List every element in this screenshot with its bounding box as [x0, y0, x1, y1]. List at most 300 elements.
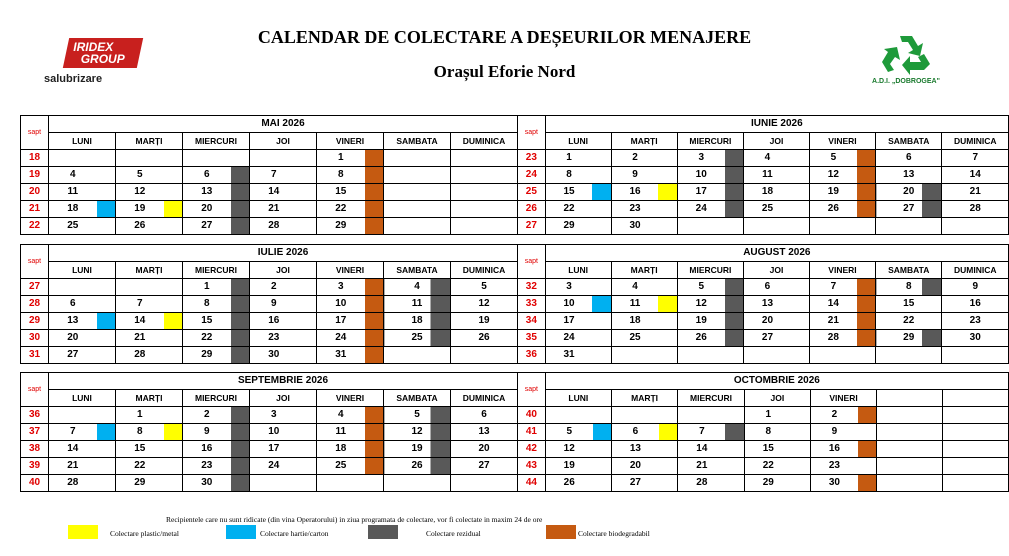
day-cell: 23 — [183, 458, 231, 475]
week-row — [518, 218, 1009, 235]
week-row — [518, 279, 1009, 296]
collection-marker-empty — [791, 218, 810, 235]
day-cell — [545, 407, 592, 424]
collection-marker-empty — [164, 167, 183, 184]
day-name-header: DUMINICA — [942, 262, 1009, 279]
collection-marker-brown — [857, 330, 876, 347]
week-number: 39 — [21, 458, 49, 475]
collection-marker-empty — [298, 458, 317, 475]
day-name-header: VINERI — [809, 262, 875, 279]
collection-marker-yellow — [659, 424, 678, 441]
day-cell: 2 — [611, 150, 658, 167]
day-cell: 29 — [744, 475, 791, 492]
day-cell — [183, 150, 231, 167]
day-name-header: DUMINICA — [451, 262, 518, 279]
collection-marker-gray — [231, 184, 250, 201]
day-cell — [384, 184, 451, 201]
week-number: 40 — [21, 475, 49, 492]
day-cell — [943, 441, 1009, 458]
collection-marker-empty — [658, 167, 677, 184]
collection-marker-brown — [365, 279, 384, 296]
collection-marker-empty — [97, 279, 116, 296]
week-row — [518, 441, 1009, 458]
week-number: 36 — [21, 407, 49, 424]
day-cell: 5 — [116, 167, 164, 184]
day-cell: 3 — [250, 407, 298, 424]
collection-marker-empty — [791, 330, 810, 347]
day-cell: 8 — [744, 424, 791, 441]
month-title: IULIE 2026 — [49, 245, 518, 262]
day-cell: 29 — [317, 218, 365, 235]
week-row — [21, 184, 518, 201]
day-cell: 5 — [809, 150, 856, 167]
day-cell: 22 — [744, 458, 791, 475]
day-cell: 16 — [250, 313, 298, 330]
day-name-header: JOI — [744, 133, 810, 150]
collection-marker-gray — [231, 167, 250, 184]
week-row — [21, 167, 518, 184]
day-cell: 22 — [545, 201, 592, 218]
legend-label: Colectare biodegradabil — [578, 529, 650, 538]
collection-marker-empty — [791, 167, 810, 184]
collection-marker-gray — [231, 441, 250, 458]
week-number: 36 — [518, 347, 546, 364]
day-name-header: MARȚI — [116, 133, 183, 150]
week-row — [518, 347, 1009, 364]
day-cell — [116, 279, 164, 296]
day-cell: 14 — [49, 441, 97, 458]
week-row — [21, 407, 518, 424]
day-cell: 2 — [183, 407, 231, 424]
collection-marker-empty — [164, 330, 183, 347]
collection-marker-empty — [593, 475, 612, 492]
day-cell: 17 — [317, 313, 365, 330]
day-cell — [384, 150, 451, 167]
collection-marker-empty — [658, 279, 677, 296]
collection-marker-empty — [791, 279, 810, 296]
day-cell — [451, 347, 518, 364]
day-cell: 27 — [611, 475, 659, 492]
day-cell — [116, 150, 164, 167]
collection-marker-gray — [231, 279, 250, 296]
day-name-header: VINERI — [317, 390, 384, 407]
collection-marker-empty — [164, 347, 183, 364]
day-cell — [877, 475, 943, 492]
collection-marker-gray — [725, 184, 744, 201]
week-number: 29 — [21, 313, 49, 330]
day-cell: 14 — [116, 313, 164, 330]
day-cell: 23 — [250, 330, 298, 347]
week-header: sapt — [518, 245, 546, 279]
collection-marker-empty — [592, 167, 611, 184]
week-row — [518, 330, 1009, 347]
collection-marker-empty — [298, 407, 317, 424]
day-cell: 4 — [317, 407, 365, 424]
collection-marker-empty — [858, 458, 877, 475]
day-cell: 12 — [677, 296, 725, 313]
day-cell: 26 — [809, 201, 856, 218]
day-cell: 4 — [744, 150, 791, 167]
week-row — [518, 424, 1009, 441]
collection-marker-empty — [97, 330, 116, 347]
collection-marker-empty — [658, 330, 677, 347]
collection-marker-empty — [298, 313, 317, 330]
collection-marker-empty — [164, 150, 183, 167]
collection-marker-brown — [858, 475, 877, 492]
collection-marker-gray — [231, 458, 250, 475]
day-cell: 7 — [116, 296, 164, 313]
week-row — [21, 330, 518, 347]
collection-marker-empty — [792, 424, 811, 441]
collection-marker-empty — [97, 407, 116, 424]
day-cell: 19 — [384, 441, 451, 458]
collection-marker-empty — [858, 424, 877, 441]
day-cell: 28 — [49, 475, 97, 492]
collection-marker-blue — [97, 424, 116, 441]
day-cell: 31 — [545, 347, 592, 364]
collection-marker-brown — [857, 201, 876, 218]
week-number: 32 — [518, 279, 546, 296]
day-cell — [451, 167, 518, 184]
collection-marker-empty — [298, 424, 317, 441]
day-name-header: LUNI — [49, 262, 116, 279]
day-cell: 11 — [317, 424, 365, 441]
collection-marker-brown — [365, 424, 384, 441]
collection-marker-brown — [365, 441, 384, 458]
day-cell: 14 — [809, 296, 856, 313]
collection-marker-empty — [593, 441, 612, 458]
day-cell: 13 — [744, 296, 791, 313]
collection-marker-empty — [97, 218, 116, 235]
week-number: 22 — [21, 218, 49, 235]
collection-marker-empty — [792, 441, 811, 458]
collection-marker-empty — [97, 347, 116, 364]
collection-marker-empty — [298, 279, 317, 296]
collection-marker-empty — [791, 184, 810, 201]
collection-marker-yellow — [658, 184, 677, 201]
day-name-header: LUNI — [49, 390, 116, 407]
collection-marker-empty — [365, 475, 384, 492]
week-row — [518, 150, 1009, 167]
week-row — [21, 475, 518, 492]
legend-label: Colectare plastic/metal — [110, 529, 179, 538]
collection-marker-empty — [97, 296, 116, 313]
collection-marker-empty — [592, 347, 611, 364]
day-cell: 30 — [250, 347, 298, 364]
day-cell — [451, 150, 518, 167]
day-cell: 2 — [810, 407, 858, 424]
page-subtitle: Orașul Eforie Nord — [433, 62, 576, 81]
day-cell: 11 — [49, 184, 97, 201]
day-cell: 12 — [809, 167, 856, 184]
month-title: AUGUST 2026 — [545, 245, 1008, 262]
day-name-header — [877, 390, 943, 407]
adi-caption: A.D.I. „DOBROGEA" — [872, 78, 940, 85]
day-cell: 7 — [250, 167, 298, 184]
day-cell: 28 — [250, 218, 298, 235]
collection-marker-brown — [858, 407, 877, 424]
day-cell — [384, 201, 451, 218]
week-number: 35 — [518, 330, 546, 347]
day-cell — [744, 347, 791, 364]
week-number: 25 — [518, 184, 546, 201]
day-name-header: SAMBATA — [384, 390, 451, 407]
collection-marker-blue — [592, 296, 611, 313]
collection-marker-yellow — [658, 296, 677, 313]
week-row — [21, 201, 518, 218]
day-cell: 27 — [876, 201, 942, 218]
day-cell — [877, 424, 943, 441]
day-name-header: MIERCURI — [183, 133, 250, 150]
day-cell: 21 — [809, 313, 856, 330]
day-name-header: MARȚI — [611, 390, 677, 407]
day-cell: 19 — [809, 184, 856, 201]
day-name-header: MARȚI — [116, 262, 183, 279]
day-cell: 19 — [116, 201, 164, 218]
day-cell: 26 — [677, 330, 725, 347]
legend-swatch-brown — [546, 525, 576, 539]
day-cell: 17 — [677, 184, 725, 201]
week-header: sapt — [518, 116, 546, 150]
collection-marker-gray — [231, 475, 250, 492]
week-number: 33 — [518, 296, 546, 313]
week-row — [21, 441, 518, 458]
day-cell: 23 — [942, 313, 1009, 330]
day-cell: 27 — [744, 330, 791, 347]
day-cell: 16 — [810, 441, 858, 458]
collection-marker-brown — [857, 296, 876, 313]
day-cell: 8 — [545, 167, 592, 184]
day-cell — [943, 424, 1009, 441]
day-cell: 20 — [744, 313, 791, 330]
day-cell: 14 — [678, 441, 726, 458]
page-title: CALENDAR DE COLECTARE A DEȘEURILOR MENAJERE — [257, 27, 752, 47]
day-cell: 16 — [183, 441, 231, 458]
day-cell: 15 — [545, 184, 592, 201]
day-cell: 14 — [942, 167, 1009, 184]
day-cell: 1 — [116, 407, 164, 424]
week-header: sapt — [518, 373, 546, 407]
week-number: 20 — [21, 184, 49, 201]
day-cell — [451, 184, 518, 201]
day-name-header: JOI — [744, 390, 810, 407]
collection-marker-empty — [164, 218, 183, 235]
day-cell: 16 — [942, 296, 1009, 313]
day-cell: 21 — [49, 458, 97, 475]
week-number: 26 — [518, 201, 546, 218]
day-cell: 1 — [545, 150, 592, 167]
collection-marker-gray — [231, 296, 250, 313]
day-cell — [877, 458, 943, 475]
collection-marker-brown — [365, 201, 384, 218]
collection-marker-gray — [725, 330, 744, 347]
day-cell: 20 — [876, 184, 942, 201]
day-cell: 13 — [611, 441, 659, 458]
day-cell — [49, 407, 97, 424]
week-number: 37 — [21, 424, 49, 441]
week-number: 19 — [21, 167, 49, 184]
collection-marker-gray — [231, 201, 250, 218]
day-cell: 1 — [317, 150, 365, 167]
collection-marker-brown — [857, 279, 876, 296]
collection-marker-empty — [791, 150, 810, 167]
day-cell: 30 — [942, 330, 1009, 347]
week-number: 38 — [21, 441, 49, 458]
month-title: MAI 2026 — [49, 116, 518, 133]
day-cell: 9 — [250, 296, 298, 313]
day-cell — [384, 347, 451, 364]
collection-marker-empty — [658, 218, 677, 235]
collection-marker-empty — [725, 458, 744, 475]
collection-marker-empty — [164, 475, 183, 492]
collection-marker-blue — [97, 201, 116, 218]
day-cell: 9 — [611, 167, 658, 184]
day-cell: 24 — [677, 201, 725, 218]
day-cell: 1 — [744, 407, 791, 424]
collection-marker-empty — [791, 347, 810, 364]
day-cell: 26 — [116, 218, 164, 235]
day-cell: 24 — [545, 330, 592, 347]
month-title: OCTOMBRIE 2026 — [545, 373, 1008, 390]
week-row — [21, 424, 518, 441]
day-cell: 8 — [876, 279, 942, 296]
collection-marker-empty — [97, 475, 116, 492]
day-cell: 17 — [545, 313, 592, 330]
week-number: 27 — [21, 279, 49, 296]
day-cell — [942, 218, 1009, 235]
day-cell: 19 — [677, 313, 725, 330]
collection-marker-gray — [231, 218, 250, 235]
day-name-header: MIERCURI — [677, 133, 743, 150]
collection-marker-empty — [298, 330, 317, 347]
day-cell: 19 — [451, 313, 518, 330]
day-cell: 30 — [183, 475, 231, 492]
collection-marker-empty — [593, 458, 612, 475]
day-cell: 13 — [876, 167, 942, 184]
day-cell — [49, 279, 97, 296]
collection-marker-gray — [725, 296, 744, 313]
collection-marker-empty — [792, 458, 811, 475]
day-cell: 29 — [876, 330, 942, 347]
day-cell: 1 — [183, 279, 231, 296]
week-header: sapt — [21, 373, 49, 407]
day-cell: 4 — [49, 167, 97, 184]
day-cell: 6 — [611, 424, 659, 441]
collection-marker-empty — [791, 296, 810, 313]
legend-swatch-gray — [368, 525, 398, 539]
day-cell — [250, 150, 298, 167]
day-cell — [876, 347, 942, 364]
month-title: IUNIE 2026 — [545, 116, 1008, 133]
collection-marker-brown — [857, 184, 876, 201]
collection-marker-empty — [658, 347, 677, 364]
day-cell — [943, 475, 1009, 492]
collection-marker-empty — [659, 475, 678, 492]
collection-marker-empty — [298, 184, 317, 201]
day-name-header: JOI — [250, 133, 317, 150]
day-cell: 8 — [183, 296, 231, 313]
day-cell: 26 — [384, 458, 451, 475]
day-cell: 30 — [611, 218, 658, 235]
week-number: 23 — [518, 150, 546, 167]
day-cell: 2 — [250, 279, 298, 296]
collection-marker-empty — [792, 475, 811, 492]
day-name-header: LUNI — [49, 133, 116, 150]
month-table — [20, 115, 518, 235]
day-cell: 18 — [317, 441, 365, 458]
week-number: 34 — [518, 313, 546, 330]
day-cell: 6 — [183, 167, 231, 184]
day-cell: 21 — [116, 330, 164, 347]
day-name-header: VINERI — [317, 262, 384, 279]
collection-marker-empty — [298, 347, 317, 364]
day-name-header: LUNI — [545, 390, 611, 407]
day-cell: 9 — [810, 424, 858, 441]
day-cell: 3 — [317, 279, 365, 296]
day-name-header: JOI — [250, 390, 317, 407]
day-cell: 24 — [317, 330, 365, 347]
day-cell: 26 — [451, 330, 518, 347]
day-cell — [451, 218, 518, 235]
day-cell: 13 — [451, 424, 518, 441]
collection-marker-empty — [97, 441, 116, 458]
day-cell: 12 — [116, 184, 164, 201]
month-table — [517, 244, 1009, 364]
day-cell: 5 — [451, 279, 518, 296]
collection-marker-blue — [592, 184, 611, 201]
day-name-header: MIERCURI — [183, 262, 250, 279]
collection-marker-empty — [298, 296, 317, 313]
collection-marker-brown — [858, 441, 877, 458]
day-name-header: MARȚI — [116, 390, 183, 407]
day-name-header: SAMBATA — [876, 262, 942, 279]
week-row — [21, 150, 518, 167]
day-cell: 6 — [49, 296, 97, 313]
day-cell: 22 — [183, 330, 231, 347]
week-number: 41 — [518, 424, 546, 441]
week-row — [518, 407, 1009, 424]
day-cell: 10 — [317, 296, 365, 313]
collection-marker-brown — [365, 313, 384, 330]
week-row — [518, 167, 1009, 184]
day-cell: 27 — [451, 458, 518, 475]
collection-marker-empty — [298, 201, 317, 218]
legend-swatch-blue — [226, 525, 256, 539]
collection-marker-yellow — [164, 201, 183, 218]
day-cell: 5 — [545, 424, 592, 441]
collection-marker-brown — [365, 150, 384, 167]
logo-line-2: GROUP — [80, 52, 125, 66]
collection-marker-empty — [857, 218, 876, 235]
day-name-header: MIERCURI — [678, 390, 745, 407]
day-cell: 10 — [250, 424, 298, 441]
collection-marker-empty — [298, 218, 317, 235]
day-cell: 23 — [810, 458, 858, 475]
day-cell — [809, 218, 856, 235]
day-cell — [611, 407, 659, 424]
day-cell: 23 — [611, 201, 658, 218]
day-name-header: DUMINICA — [942, 133, 1009, 150]
day-cell: 18 — [611, 313, 658, 330]
collection-marker-blue — [97, 313, 116, 330]
collection-marker-empty — [725, 347, 744, 364]
collection-marker-gray — [231, 347, 250, 364]
day-name-header: JOI — [250, 262, 317, 279]
day-cell: 3 — [545, 279, 592, 296]
day-cell — [809, 347, 856, 364]
day-name-header: LUNI — [545, 133, 611, 150]
collection-marker-gray — [725, 150, 744, 167]
